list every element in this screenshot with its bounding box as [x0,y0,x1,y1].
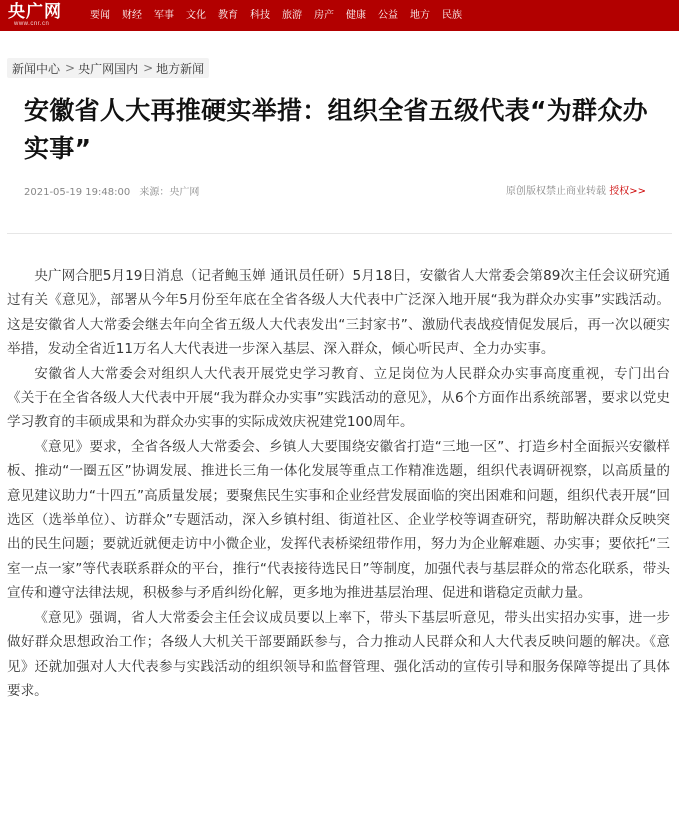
nav-item-tech[interactable]: 科技 [250,10,270,21]
article-body [7,264,670,703]
nav-item-military[interactable]: 军事 [154,10,174,21]
article-datetime: 2021-05-19 19:48:00 [24,187,131,198]
article-paragraph: 《意见》要求，全省各级人大常委会、乡镇人大要围绕安徽省打造“三地一区”、打造乡村全面振兴安徽样板、推动“一圈五区”协调发展、推进长三角一体化发展等重点工作精准选题，组织代表调研视察，以高质量的意见建议助力“十四五”高质量发展；要聚焦民生实事和企业经营发展面临的突出困难和问题，组织代表开展“回选区（选举单位）、访群众”专题活动，深入乡镇村组、街道社区、企业学校等调查研究，帮助解决群众反映突出的民生问题；要就近就便走访中小微企业，发挥代表桥梁纽带作用，努力为企业解难题、办实事；要依托“三室一点一家”等代表联系群众的平台，推行“代表接待选民日”等制度，加强代表与基层群众的常态化联系，带头宣传和遵守法律法规，积极参与矛盾纠纷化解，更多地为推进基层治理、促进和谐稳定贡献力量。 [7,438,670,602]
breadcrumb-separator: > [143,61,154,75]
article-title: 安徽省人大再推硬实举措：组织全省五级代表“为群众办实事” [24,96,648,163]
site-logo[interactable] [6,2,78,28]
logo-text: 央广网 [8,2,62,22]
article-paragraph: 《意见》强调，省人大常委会主任会议成员要以上率下，带头下基层听意见，带头出实招办实事，进一步做好群众思想政治工作；各级人大机关干部要踊跃参与，合力推动人民群众和人大代表反映问题的解决。《意见》还就加强对人大代表参与实践活动的组织领导和监督管理、强化活动的宣传引导和服务保障等提出了具体要求。 [7,609,670,699]
logo-subtext: www.cnr.cn [14,21,50,27]
nav-item-charity[interactable]: 公益 [378,10,398,21]
nav-item-news[interactable]: 要闻 [90,10,110,21]
breadcrumb-item-news-center[interactable]: 新闻中心 [12,61,61,76]
main-nav [90,0,474,31]
breadcrumb [7,58,209,78]
breadcrumb-item-local-news[interactable]: 地方新闻 [156,61,205,76]
nav-item-culture[interactable]: 文化 [186,10,206,21]
header-divider [7,233,672,234]
breadcrumb-item-domestic[interactable]: 央广网国内 [78,61,139,76]
nav-item-ethnic[interactable]: 民族 [442,10,462,21]
nav-item-realestate[interactable]: 房产 [314,10,334,21]
top-nav-bar [0,0,679,31]
article-source: 来源：央广网 [139,187,200,198]
article-paragraph: 央广网合肥5月19日消息（记者鲍玉婵 通讯员任研）5月18日，安徽省人大常委会第89次主任会议研究通过有关《意见》，部署从今年5月份至年底在全省各级人大代表中广泛深入地开展“我为群众办实事”实践活动。这是安徽省人大常委会继去年向全省五级人大代表发出“三封家书”、激励代表战疫情促发展后，再一次以硬实举措，发动全省近11万名人大代表进一步深入基层、深入群众，倾心听民声、全力办实事。 [7,268,670,358]
nav-item-finance[interactable]: 财经 [122,10,142,21]
nav-item-health[interactable]: 健康 [346,10,366,21]
authorize-link[interactable]: 授权>> [609,186,646,197]
article-meta [24,183,205,198]
nav-item-education[interactable]: 教育 [218,10,238,21]
copyright-text: 原创版权禁止商业转载 [506,186,607,197]
article-paragraph: 安徽省人大常委会对组织人大代表开展党史学习教育、立足岗位为人民群众办实事高度重视，专门出台《关于在全省各级人大代表中开展“我为群众办实事”实践活动的意见》，从6个方面作出系统部署，要求以党史学习教育的丰硕成果和为群众办实事的实际成效庆祝建党100周年。 [7,365,670,431]
nav-item-travel[interactable]: 旅游 [282,10,302,21]
copyright-notice [506,182,646,197]
breadcrumb-separator: > [65,61,76,75]
nav-item-local[interactable]: 地方 [410,10,430,21]
